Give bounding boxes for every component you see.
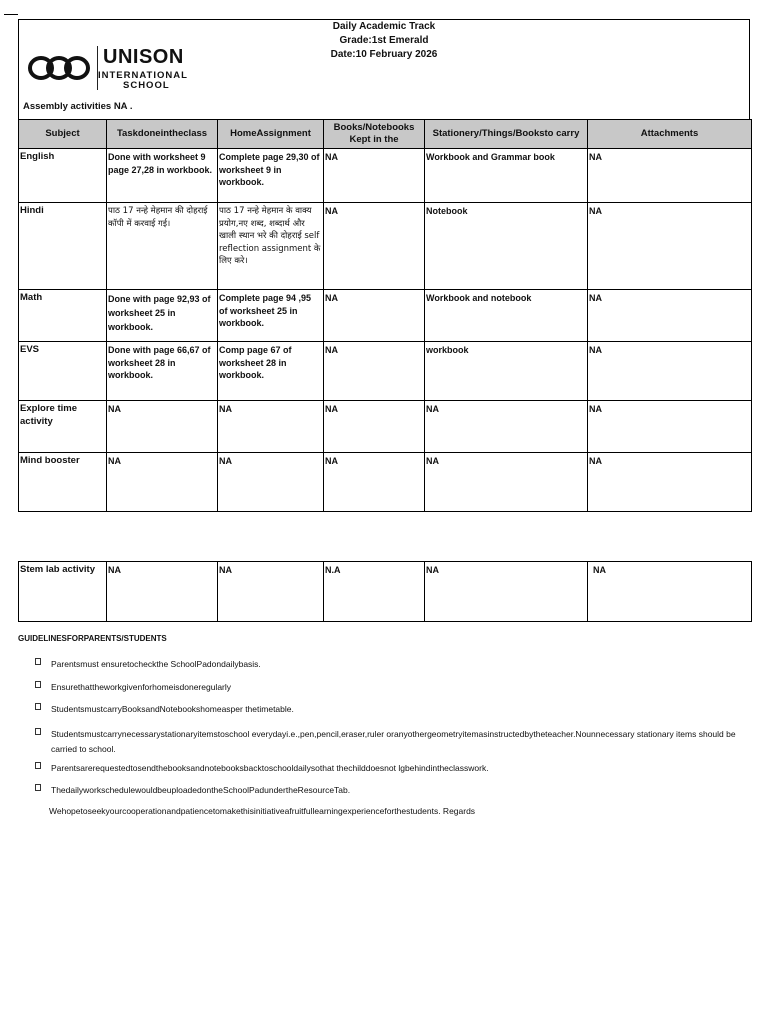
bullet-icon — [35, 658, 41, 665]
school-logo — [27, 46, 197, 92]
table-row — [19, 453, 752, 512]
document-title: Daily Academic Track — [332, 21, 436, 32]
subject-cell: Hindi — [19, 203, 107, 290]
task-cell: Done with page 66,67 of worksheet 28 in workbook. — [107, 342, 218, 401]
closing-note: Wehopetoseekyourcooperationandpatiencetomakethisinitiativeafruitfullearningexperienceforthestudents. Regards — [49, 806, 476, 816]
guideline-text: ThedailyworkschedulewouldbeuploadedontheSchoolPadundertheResourceTab. — [51, 785, 351, 795]
books-kept-cell: NA — [324, 401, 425, 453]
guideline-text: Ensurethattheworkgivenforhomeisdoneregularly — [51, 682, 232, 692]
attachments-cell: NA — [588, 453, 752, 512]
books-kept-cell: NA — [324, 149, 425, 203]
task-cell: NA — [107, 401, 218, 453]
books-kept-cell: NA — [324, 290, 425, 342]
task-cell: Done with page 92,93 of worksheet 25 in workbook. — [107, 290, 218, 342]
header-info — [331, 20, 438, 62]
column-header-task: Taskdoneintheclass — [107, 120, 218, 149]
home-assignment-cell: पाठ 17 नन्हे मेहमान के वाक्य प्रयोग,नए शब्द, शब्दार्थ और खाली स्थान भरे की दोहराई self reflection assignment के लिए करे। — [218, 203, 324, 290]
corner-mark — [4, 14, 18, 15]
task-cell: पाठ 17 नन्हे मेहमान की दोहराई कॉपी में करवाई गई। — [107, 203, 218, 290]
stationery-cell: Notebook — [425, 203, 588, 290]
books-kept-cell: NA — [324, 453, 425, 512]
attachments-cell: NA — [588, 401, 752, 453]
books-kept-cell: NA — [324, 342, 425, 401]
table-row — [19, 562, 752, 622]
stationery-cell: NA — [425, 401, 588, 453]
column-header-attachments: Attachments — [588, 120, 752, 149]
stem-attachments-cell: NA — [588, 562, 752, 622]
bullet-icon — [35, 728, 41, 735]
table-header-row — [19, 120, 752, 149]
logo-divider — [97, 46, 98, 90]
date-label: Date:10 February 2026 — [330, 49, 438, 60]
stem-lab-table — [18, 561, 752, 622]
guideline-text: Parentsmust ensuretocheckthe SchoolPadondailybasis. — [51, 659, 261, 669]
column-header-subject: Subject — [19, 120, 107, 149]
stem-task-cell: NA — [107, 562, 218, 622]
books-kept-cell: NA — [324, 203, 425, 290]
subject-cell: Mind booster — [19, 453, 107, 512]
home-assignment-cell: Complete page 29,30 of worksheet 9 in workbook. — [218, 149, 324, 203]
table-row — [19, 203, 752, 290]
stem-home-assignment-cell: NA — [218, 562, 324, 622]
bullet-icon — [35, 784, 41, 791]
logo-name: UNISON — [103, 46, 184, 68]
bullet-icon — [35, 703, 41, 710]
guideline-text: Parentsarerequestedtosendthebooksandnotebooksbacktoschooldailysothat thechilddoesnot lgbehindintheclasswork. — [51, 763, 489, 773]
table-row — [19, 149, 752, 203]
home-assignment-cell: Complete page 94 ,95 of worksheet 25 in workbook. — [218, 290, 324, 342]
bullet-icon — [35, 681, 41, 688]
logo-subtitle-school: SCHOOL — [123, 80, 170, 91]
stem-subject-cell: Stem lab activity — [19, 562, 107, 622]
logo-subtitle: INTERNATIONAL — [98, 70, 188, 81]
column-header-home-assignment: HomeAssignment — [218, 120, 324, 149]
academic-track-table — [18, 119, 752, 512]
attachments-cell: NA — [588, 203, 752, 290]
subject-cell: Math — [19, 290, 107, 342]
home-assignment-cell: NA — [218, 401, 324, 453]
assembly-activities: Assembly activities NA . — [23, 101, 133, 112]
home-assignment-cell: Comp page 67 of worksheet 28 in workbook. — [218, 342, 324, 401]
subject-cell: EVS — [19, 342, 107, 401]
guideline-text: Studentsmustcarrynecessarystationaryitemstoschool everydayi.e.,pen,pencil,eraser,ruler oranyothergeometryitemasinstructedbytheteacher.Nounnecessary stationary items should be carried to school. — [51, 729, 736, 754]
home-assignment-cell: NA — [218, 453, 324, 512]
attachments-cell: NA — [588, 342, 752, 401]
stem-books-kept-cell: N.A — [324, 562, 425, 622]
attachments-cell: NA — [588, 149, 752, 203]
grade-label: Grade:1st Emerald — [339, 35, 429, 46]
stationery-cell: workbook — [425, 342, 588, 401]
stationery-cell: Workbook and notebook — [425, 290, 588, 342]
task-cell: NA — [107, 453, 218, 512]
guideline-text: StudentsmustcarryBooksandNotebookshomeasper thetimetable. — [51, 704, 294, 714]
stationery-cell: Workbook and Grammar book — [425, 149, 588, 203]
column-header-stationery: Stationery/Things/Booksto carry — [425, 120, 588, 149]
logo-rings-icon — [27, 54, 91, 84]
table-row — [19, 401, 752, 453]
attachments-cell: NA — [588, 290, 752, 342]
column-header-books-kept: Books/Notebooks Kept in the — [324, 120, 425, 149]
task-cell: Done with worksheet 9 page 27,28 in workbook. — [107, 149, 218, 203]
table-row — [19, 290, 752, 342]
guidelines-title: GUIDELINESFORPARENTS/STUDENTS — [18, 634, 167, 643]
stem-stationery-cell: NA — [425, 562, 588, 622]
subject-cell: English — [19, 149, 107, 203]
table-row — [19, 342, 752, 401]
subject-cell: Explore time activity — [19, 401, 107, 453]
stationery-cell: NA — [425, 453, 588, 512]
bullet-icon — [35, 762, 41, 769]
